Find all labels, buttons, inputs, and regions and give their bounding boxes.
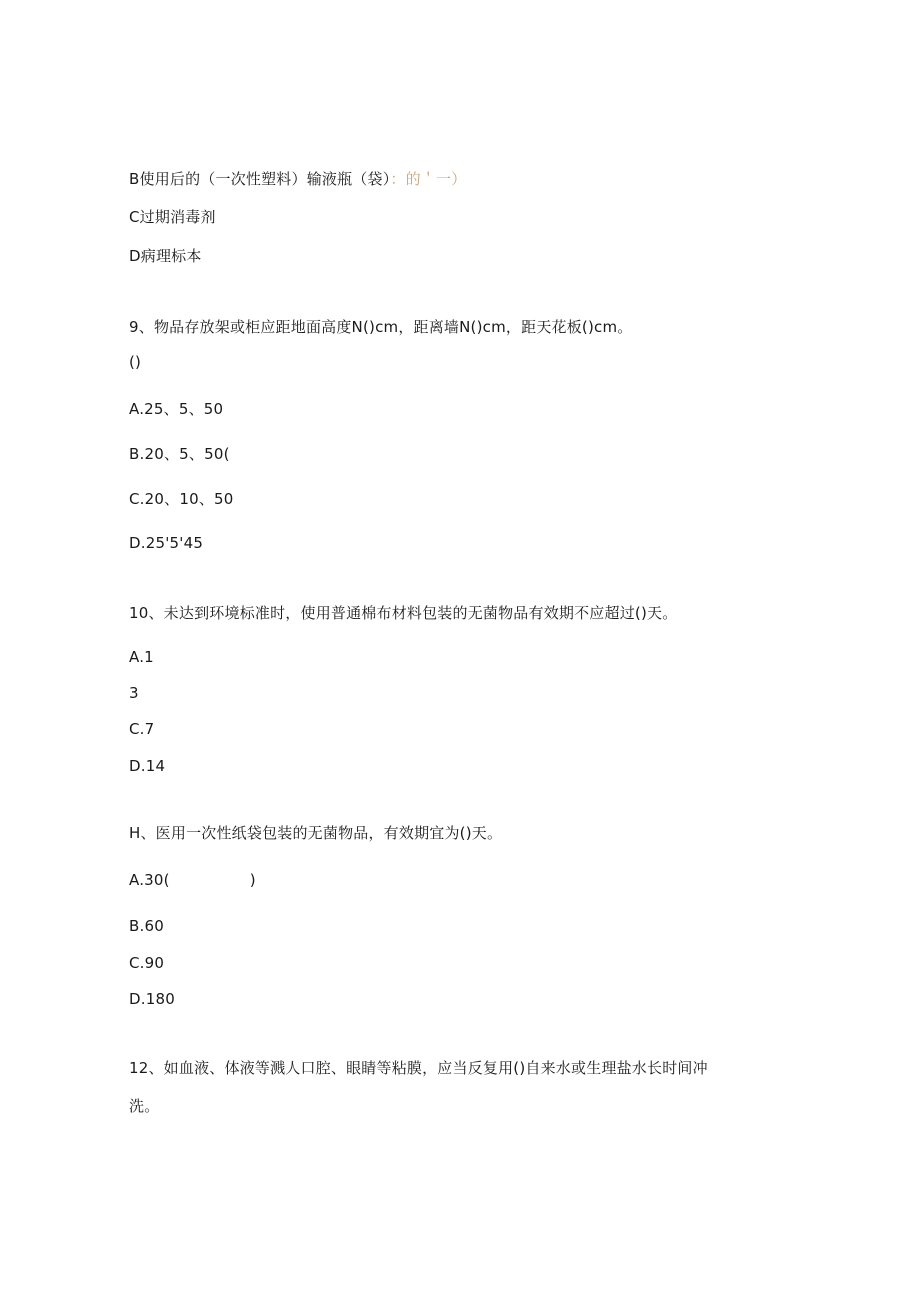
q11-option-a	[129, 870, 256, 890]
q9-option-b: B.20、5、50(	[129, 445, 230, 463]
q10-option-d: D.14	[129, 757, 166, 775]
q8-option-b-text: B使用后的（一次性塑料）输液瓶（袋）	[129, 170, 391, 188]
q8-option-b-stray-text: ：的＇一）	[390, 170, 467, 188]
q11-option-c: C.90	[129, 954, 165, 972]
q12-stem-line-1: 12、如血液、体液等溅人口腔、眼睛等粘膜，应当反复用()自来水或生理盐水长时间冲	[129, 1059, 708, 1077]
q10-stem: 10、未达到环境标准时，使用普通棉布材料包装的无菌物品有效期不应超过()天。	[129, 604, 678, 622]
q8-option-c: C过期消毒剂	[129, 208, 216, 226]
q9-stem: 9、物品存放架或柜应距地面高度N()cm，距离墙N()cm，距天花板()cm。	[129, 318, 633, 336]
q12-stem-line-2: 洗。	[129, 1097, 160, 1115]
q8-option-d: D病理标本	[129, 247, 202, 265]
q11-stem: H、医用一次性纸袋包装的无菌物品，有效期宜为()天。	[129, 824, 503, 842]
q9-option-a: A.25、5、50	[129, 400, 224, 418]
q11-option-d: D.180	[129, 990, 175, 1008]
q11-option-a-close-paren: )	[249, 871, 256, 889]
q11-option-a-text: A.30(	[129, 871, 170, 889]
q9-answer-paren: ()	[129, 353, 142, 371]
q10-option-a: A.1	[129, 648, 154, 666]
q10-option-c: C.7	[129, 720, 155, 738]
q9-option-d: D.25'5'45	[129, 534, 204, 552]
q9-option-c: C.20、10、50	[129, 490, 234, 508]
q11-option-b: B.60	[129, 917, 164, 935]
q10-option-b: 3	[129, 684, 139, 702]
q8-option-b	[129, 169, 466, 189]
